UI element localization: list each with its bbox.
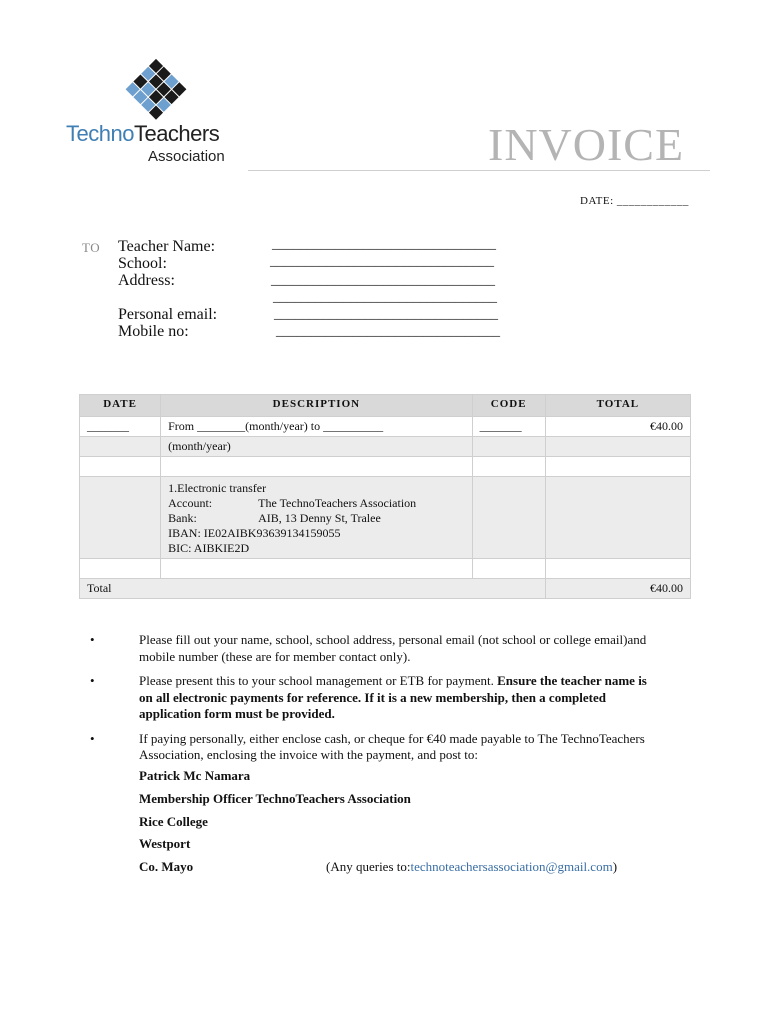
association-logo (66, 50, 248, 172)
row1-code: _______ (472, 417, 545, 437)
logo-subtitle: Association (148, 148, 225, 165)
bullet-icon: • (90, 730, 95, 746)
table-row (80, 559, 691, 579)
header-total: TOTAL (545, 395, 690, 417)
logo-diamond-icon (116, 50, 196, 130)
transfer-grid (168, 496, 465, 526)
address-line-westport: Westport (139, 836, 191, 851)
school-line: ________________________________ (270, 254, 494, 269)
queries-note (326, 859, 617, 875)
header-code: CODE (472, 395, 545, 417)
row1-date: _______ (80, 417, 161, 437)
instruction-present-bold: Ensure the teacher name is on all electronic payments for reference. If it is a new membership, then a completed application form must be provided. (139, 673, 647, 721)
total-row (80, 579, 691, 599)
table-header-row (80, 395, 691, 417)
address-line-1: ________________________________ (271, 273, 495, 288)
to-label: TO (82, 240, 101, 255)
instruction-fill-out: Please fill out your name, school, school address, personal email (not school or college email)and mobile number (these are for member contact only). (139, 632, 647, 664)
list-item (90, 673, 650, 723)
logo-wordmark (66, 122, 219, 146)
list-item (90, 731, 650, 764)
row1-description: From ________(month/year) to __________ (161, 417, 473, 437)
title-divider (248, 170, 710, 171)
bank-label: Bank: (168, 511, 197, 525)
bullet-icon: • (90, 632, 95, 647)
personal-email-label: Personal email: (118, 306, 218, 323)
mobile-line: ________________________________ (276, 324, 500, 339)
logo-name-teachers: Teachers (133, 121, 220, 146)
address-name: Patrick Mc Namara (139, 768, 251, 783)
row2-description: (month/year) (161, 437, 473, 457)
teacher-name-line: ________________________________ (272, 237, 496, 252)
transfer-title: 1.Electronic transfer (168, 481, 267, 495)
logo-name-techno: Techno (66, 121, 134, 146)
table-row (80, 417, 691, 437)
account-label: Account: (168, 496, 213, 510)
mobile-label: Mobile no: (118, 323, 189, 340)
table-row (80, 437, 691, 457)
header-description: DESCRIPTION (161, 395, 473, 417)
school-label: School: (118, 255, 167, 272)
personal-email-line: ________________________________ (274, 307, 498, 322)
invoice-table (79, 394, 691, 599)
instruction-pay-personally: If paying personally, either enclose cash, or cheque for €40 made payable to The TechnoTeachers Association, enclosing the invoice with the payment, and post to: (139, 730, 645, 762)
total-value: €40.00 (545, 579, 690, 599)
instructions-list (90, 632, 650, 772)
table-row (80, 457, 691, 477)
address-label: Address: (118, 272, 175, 289)
address-role: Membership Officer TechnoTeachers Association (139, 791, 411, 806)
table-row (80, 477, 691, 559)
invoice-title: INVOICE (488, 119, 685, 170)
account-value: The TechnoTeachers Association (258, 496, 417, 510)
queries-prefix: (Any queries to: (326, 859, 411, 874)
row1-total: €40.00 (545, 417, 690, 437)
queries-email-link[interactable]: technoteachersassociation@gmail.com (410, 859, 613, 874)
header-date: DATE (80, 395, 161, 417)
date-field: DATE: ____________ (580, 195, 689, 207)
bic: BIC: AIBKIE2D (168, 541, 250, 555)
bank-value: AIB, 13 Denny St, Tralee (258, 511, 381, 525)
iban: IBAN: IE02AIBK93639134159055 (168, 526, 341, 540)
total-label: Total (80, 579, 546, 599)
instruction-present: Please present this to your school management or ETB for payment. (139, 673, 498, 688)
list-item (90, 632, 650, 665)
transfer-details (161, 477, 473, 559)
teacher-name-label: Teacher Name: (118, 238, 216, 255)
address-line-mayo: Co. Mayo (139, 859, 194, 874)
address-line-rice: Rice College (139, 814, 208, 829)
address-line-2: ________________________________ (273, 290, 497, 305)
bullet-icon: • (90, 673, 95, 688)
queries-suffix: ) (612, 859, 618, 874)
